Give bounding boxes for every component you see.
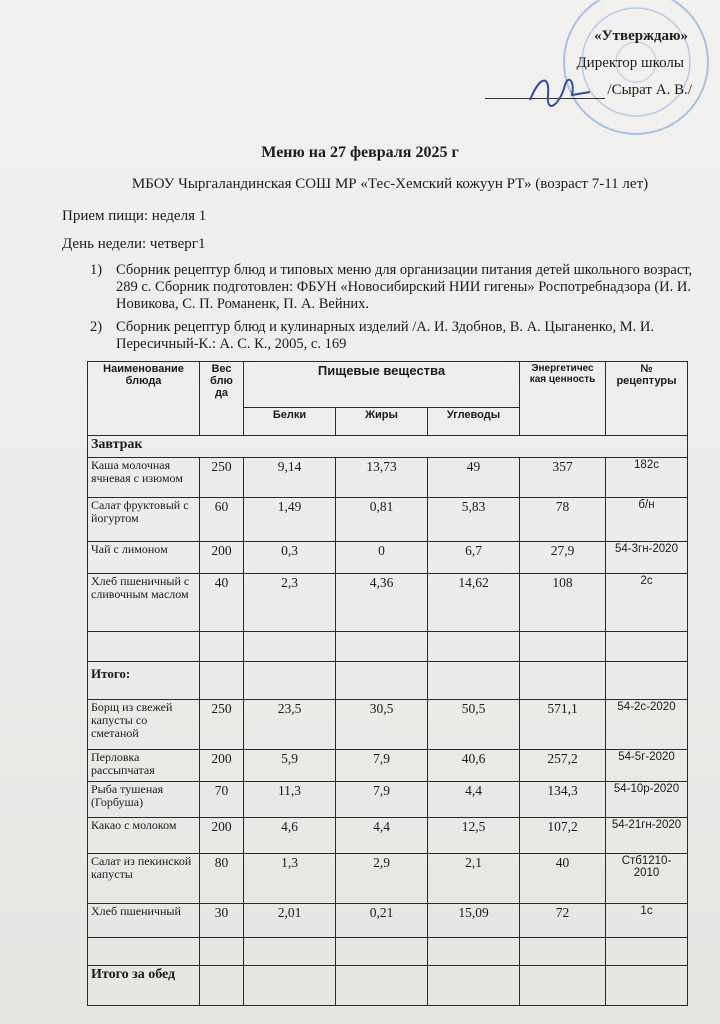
dish-recipe: 2с: [606, 574, 688, 632]
day-line: День недели: четверг1: [62, 236, 206, 252]
dish-energy: 72: [520, 904, 606, 938]
dish-fat: 2,9: [336, 854, 428, 904]
header-recipe: № рецептуры: [606, 362, 688, 436]
dish-recipe: б/н: [606, 498, 688, 542]
header-weight: Вес блю да: [200, 362, 244, 436]
dish-protein: 1,3: [244, 854, 336, 904]
dish-fat: 4,36: [336, 574, 428, 632]
table-row: [88, 818, 688, 854]
source-item: [62, 262, 702, 313]
header-name: Наименование блюда: [88, 362, 200, 436]
dish-name: Перловка рассыпчатая: [88, 750, 200, 782]
dish-weight: 200: [200, 542, 244, 574]
lunch-total-label: Итого за обед: [88, 966, 200, 1006]
table-row-empty: [88, 632, 688, 662]
dish-protein: 2,01: [244, 904, 336, 938]
dish-recipe: 54-10р-2020: [606, 782, 688, 818]
dish-carbs: 14,62: [428, 574, 520, 632]
breakfast-total-label: Итого:: [88, 662, 200, 700]
dish-fat: 0,81: [336, 498, 428, 542]
header-energy: Энергетичес кая ценность: [520, 362, 606, 436]
dish-protein: 2,3: [244, 574, 336, 632]
table-row-total: [88, 966, 688, 1006]
dish-fat: 4,4: [336, 818, 428, 854]
meal-line: Прием пищи: неделя 1: [62, 208, 207, 224]
dish-name: Хлеб пшеничный с сливочным маслом: [88, 574, 200, 632]
dish-recipe: 1с: [606, 904, 688, 938]
dish-name: Салат из пекинской капусты: [88, 854, 200, 904]
dish-fat: 30,5: [336, 700, 428, 750]
approval-title: «Утверждаю»: [594, 28, 688, 44]
source-number: 1): [90, 262, 103, 278]
dish-name: Какао с молоком: [88, 818, 200, 854]
dish-recipe: 54-5г-2020: [606, 750, 688, 782]
dish-weight: 80: [200, 854, 244, 904]
dish-protein: 4,6: [244, 818, 336, 854]
dish-recipe: 54-2с-2020: [606, 700, 688, 750]
dish-protein: 1,49: [244, 498, 336, 542]
dish-name: Хлеб пшеничный: [88, 904, 200, 938]
table-row: [88, 542, 688, 574]
dish-recipe: Стб1210-2010: [606, 854, 688, 904]
dish-fat: 7,9: [336, 782, 428, 818]
dish-name: Салат фруктовый с йогуртом: [88, 498, 200, 542]
header-carbs: Углеводы: [428, 408, 520, 436]
dish-name: Борщ из свежей капусты со сметаной: [88, 700, 200, 750]
dish-protein: 23,5: [244, 700, 336, 750]
signature-icon: [520, 70, 600, 110]
dish-name: Рыба тушеная (Горбуша): [88, 782, 200, 818]
table-row: [88, 750, 688, 782]
dish-energy: 27,9: [520, 542, 606, 574]
header-protein: Белки: [244, 408, 336, 436]
dish-name: Чай с лимоном: [88, 542, 200, 574]
table-row: [88, 574, 688, 632]
dish-weight: 70: [200, 782, 244, 818]
dish-weight: 30: [200, 904, 244, 938]
dish-fat: 13,73: [336, 458, 428, 498]
dish-recipe: 182с: [606, 458, 688, 498]
dish-carbs: 5,83: [428, 498, 520, 542]
dish-carbs: 50,5: [428, 700, 520, 750]
dish-energy: 357: [520, 458, 606, 498]
menu-table: [87, 361, 688, 1006]
dish-carbs: 12,5: [428, 818, 520, 854]
dish-protein: 5,9: [244, 750, 336, 782]
dish-energy: 134,3: [520, 782, 606, 818]
table-row: [88, 904, 688, 938]
dish-carbs: 15,09: [428, 904, 520, 938]
dish-energy: 107,2: [520, 818, 606, 854]
source-text: Сборник рецептур блюд и кулинарных изделий /А. И. Здобнов, В. А. Цыганенко, М. И. Пересичный-К.: А. С. К., 2005, с. 169: [116, 319, 654, 352]
source-number: 2): [90, 319, 103, 335]
header-fat: Жиры: [336, 408, 428, 436]
dish-carbs: 6,7: [428, 542, 520, 574]
source-item: [62, 319, 702, 353]
dish-name: Каша молочная ячневая с изюмом: [88, 458, 200, 498]
dish-fat: 0,21: [336, 904, 428, 938]
source-text: Сборник рецептур блюд и типовых меню для организации питания детей школьного возраст, 289 с. Сборник подготовлен: ФБУН «Новосибирский НИИ гигены» Роспотребнадзора (И. И. Новикова, С. П. Романенк, П. А. Вейних.: [116, 262, 693, 312]
table-row: [88, 458, 688, 498]
approval-role: Директор школы: [576, 55, 684, 71]
table-row-empty: [88, 938, 688, 966]
dish-energy: 78: [520, 498, 606, 542]
table-row: [88, 854, 688, 904]
approval-name: /Сырат А. В./: [607, 82, 692, 98]
dish-fat: 0: [336, 542, 428, 574]
dish-energy: 40: [520, 854, 606, 904]
dish-recipe: 54-3гн-2020: [606, 542, 688, 574]
dish-fat: 7,9: [336, 750, 428, 782]
dish-weight: 250: [200, 700, 244, 750]
section-breakfast: Завтрак: [88, 436, 688, 458]
dish-carbs: 4,4: [428, 782, 520, 818]
dish-carbs: 49: [428, 458, 520, 498]
dish-recipe: 54-21гн-2020: [606, 818, 688, 854]
dish-weight: 40: [200, 574, 244, 632]
dish-weight: 200: [200, 750, 244, 782]
dish-weight: 200: [200, 818, 244, 854]
dish-protein: 9,14: [244, 458, 336, 498]
table-row: [88, 782, 688, 818]
school-line: МБОУ Чыргаландинская СОШ МР «Тес-Хемский кожуун РТ» (возраст 7-11 лет): [131, 176, 649, 192]
table-row: [88, 700, 688, 750]
dish-carbs: 2,1: [428, 854, 520, 904]
dish-energy: 257,2: [520, 750, 606, 782]
page-title: Меню на 27 февраля 2025 г: [261, 144, 459, 161]
dish-carbs: 40,6: [428, 750, 520, 782]
sources-list: [62, 262, 702, 359]
dish-weight: 60: [200, 498, 244, 542]
dish-protein: 11,3: [244, 782, 336, 818]
table-row: [88, 498, 688, 542]
header-nutrients: Пищевые вещества: [244, 362, 520, 408]
dish-energy: 108: [520, 574, 606, 632]
dish-weight: 250: [200, 458, 244, 498]
dish-protein: 0,3: [244, 542, 336, 574]
table-row-total: [88, 662, 688, 700]
dish-energy: 571,1: [520, 700, 606, 750]
